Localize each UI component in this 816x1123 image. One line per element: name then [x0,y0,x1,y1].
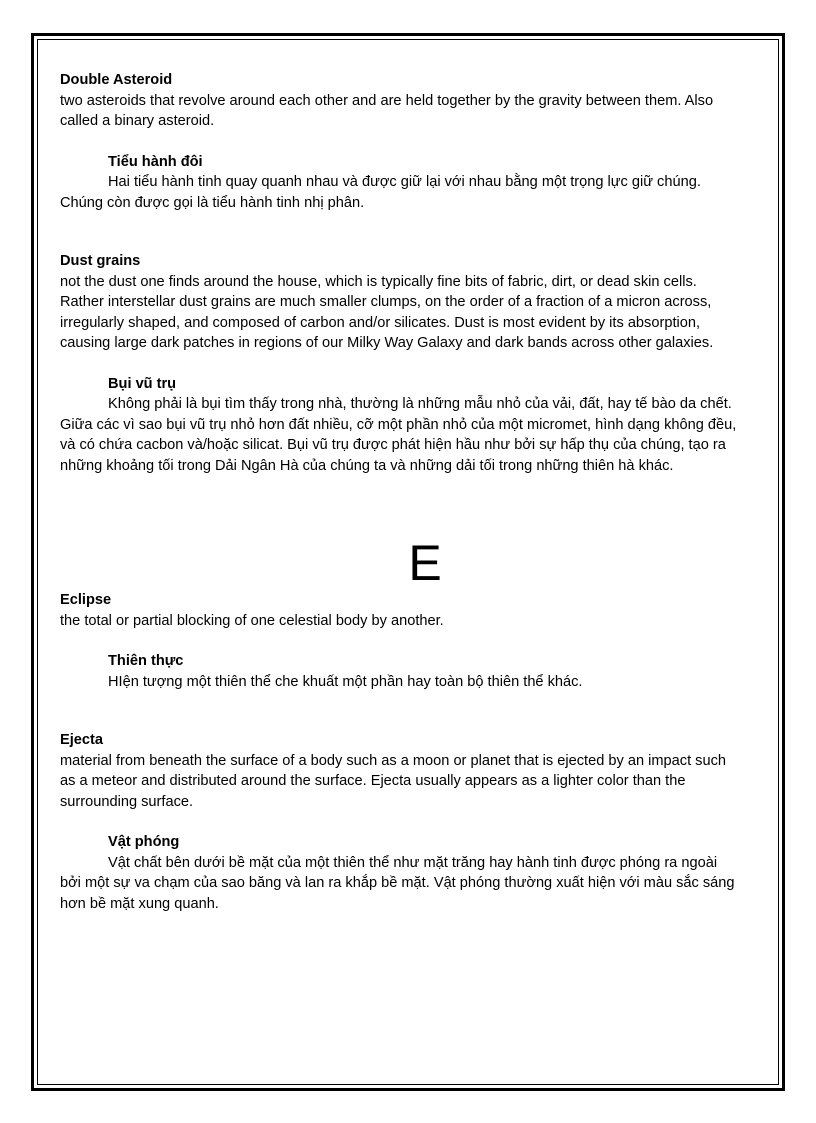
vietnamese-term: Bụi vũ trụ [108,375,177,392]
vietnamese-term: Vật phóng [108,834,180,850]
entry-double-asteroid [60,70,740,213]
term-definition: two asteroids that revolve around each other and are held together by the gravity between them. Also called a binary asteroid. [60,92,714,129]
vietnamese-definition: Hai tiểu hành tinh quay quanh nhau và được giữ lại với nhau bằng một trọng lực giữ chúng. Chúng còn được gọi là tiểu hành tinh nhị phân. [60,174,701,211]
term-heading: Double Asteroid [60,72,173,88]
term-heading: Ejecta [60,732,103,748]
glossary-content [60,70,740,914]
entry-eclipse [60,590,740,692]
vietnamese-definition: Vật chất bên dưới bề mặt của một thiên thể như mặt trăng hay hành tinh được phóng ra ngoài bởi một sự va chạm của sao băng và lan ra khắp bề mặt. Vật phóng thường xuất hiện với màu sắc sáng hơn bề mặt xung quanh. [60,854,735,912]
vietnamese-definition: HIện tượng một thiên thể che khuất một phần hay toàn bộ thiên thể khác. [108,673,583,690]
term-definition: not the dust one finds around the house, which is typically fine bits of fabric, dirt, or dead skin cells. Rather interstellar dust grains are much smaller clumps, on the order of a fraction of a micron across, irregularly shaped, and composed of carbon and/or silicates. Dust is most evident by its absorption, causing large dark patches in regions of our Milky Way Galaxy and dark bands across other galaxies. [60,273,714,351]
term-definition: material from beneath the surface of a body such as a moon or planet that is ejected by an impact such as a meteor and distributed around the surface. Ejecta usually appears as a lighter color than the surrounding surface. [60,752,727,810]
term-heading: Dust grains [60,253,141,269]
vietnamese-term: Thiên thực [108,653,184,669]
entry-ejecta [60,730,740,914]
entry-dust-grains [60,251,740,476]
section-letter-heading: E [408,535,442,591]
vietnamese-term: Tiểu hành đôi [108,153,203,170]
term-definition: the total or partial blocking of one celestial body by another. [60,612,444,629]
vietnamese-definition: Không phải là bụi tìm thấy trong nhà, thường là những mẫu nhỏ của vải, đất, hay tế bào da chết. Giữa các vì sao bụi vũ trụ nhỏ hơn đất nhiều, cỡ một phần nhỏ của một micromet, hình dạng không đều, và có chứa cacbon và/hoặc silicat. Bụi vũ trụ được phát hiện hầu như bởi sự hấp thụ của chúng, tạo ra những khoảng tối trong Dải Ngân Hà của chúng ta và những dải tối trong những thiên hà khác. [60,396,737,474]
term-heading: Eclipse [60,592,112,608]
